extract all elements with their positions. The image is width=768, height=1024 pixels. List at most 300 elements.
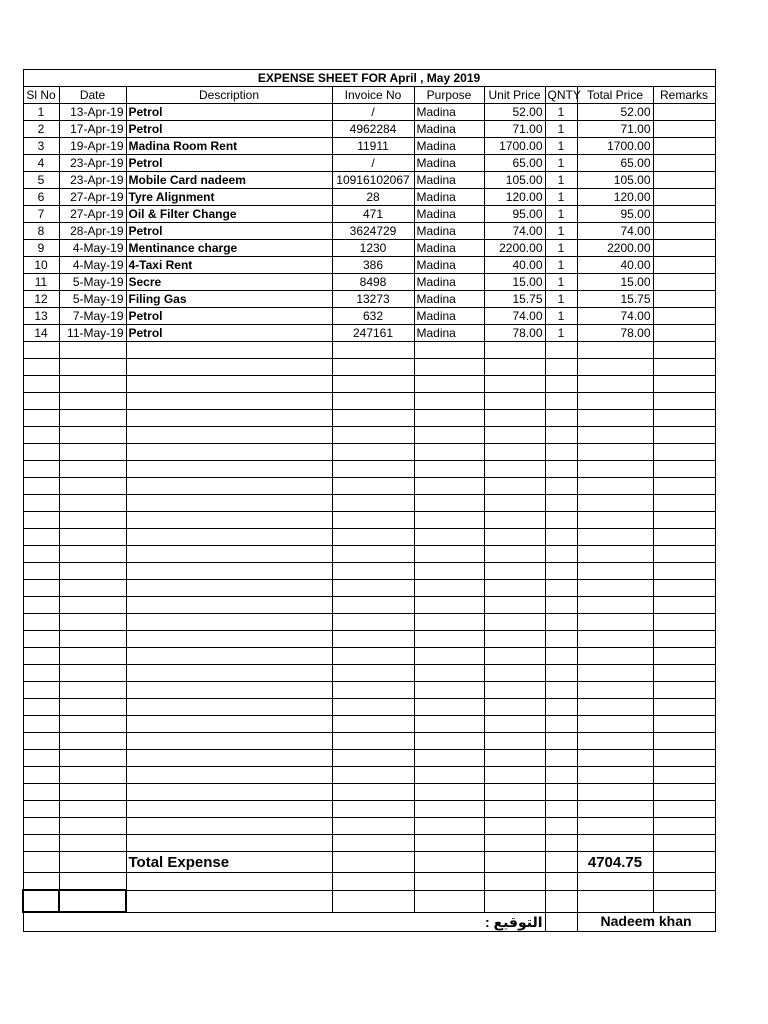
empty-cell[interactable]: [126, 546, 332, 563]
empty-cell[interactable]: [59, 835, 126, 852]
empty-cell[interactable]: [545, 665, 577, 682]
empty-cell[interactable]: [23, 546, 59, 563]
empty-cell[interactable]: [332, 852, 414, 873]
empty-cell[interactable]: [126, 733, 332, 750]
cell-date[interactable]: 27-Apr-19: [59, 189, 126, 206]
cell-date[interactable]: 23-Apr-19: [59, 155, 126, 172]
empty-cell[interactable]: [126, 495, 332, 512]
empty-cell[interactable]: [414, 767, 484, 784]
empty-cell[interactable]: [59, 784, 126, 801]
empty-cell[interactable]: [414, 784, 484, 801]
empty-cell[interactable]: [484, 835, 545, 852]
cell-unit-price[interactable]: 105.00: [484, 172, 545, 189]
cell-unit-price[interactable]: 40.00: [484, 257, 545, 274]
empty-cell[interactable]: [545, 427, 577, 444]
cell-invoice-no[interactable]: 8498: [332, 274, 414, 291]
empty-cell[interactable]: [577, 393, 653, 410]
cell-unit-price[interactable]: 71.00: [484, 121, 545, 138]
empty-cell[interactable]: [126, 563, 332, 580]
empty-cell[interactable]: [59, 631, 126, 648]
empty-cell[interactable]: [653, 359, 715, 376]
empty-cell[interactable]: [332, 767, 414, 784]
empty-cell[interactable]: [414, 359, 484, 376]
cell-sl-no[interactable]: 14: [23, 325, 59, 342]
cell-invoice-no[interactable]: /: [332, 155, 414, 172]
empty-cell[interactable]: [653, 767, 715, 784]
empty-cell[interactable]: [577, 890, 653, 912]
cell-total-price[interactable]: 15.00: [577, 274, 653, 291]
cell-remarks[interactable]: [653, 308, 715, 325]
empty-cell[interactable]: [414, 597, 484, 614]
cell-date[interactable]: 11-May-19: [59, 325, 126, 342]
cell-purpose[interactable]: Madina: [414, 274, 484, 291]
selected-cell[interactable]: [59, 890, 126, 912]
total-expense-value[interactable]: 4704.75: [577, 852, 653, 873]
cell-remarks[interactable]: [653, 206, 715, 223]
empty-cell[interactable]: [545, 733, 577, 750]
empty-cell[interactable]: [577, 699, 653, 716]
empty-cell[interactable]: [414, 495, 484, 512]
empty-cell[interactable]: [653, 444, 715, 461]
cell-sl-no[interactable]: 7: [23, 206, 59, 223]
cell-sl-no[interactable]: 8: [23, 223, 59, 240]
empty-cell[interactable]: [23, 580, 59, 597]
cell-description[interactable]: Petrol: [126, 104, 332, 121]
empty-cell[interactable]: [653, 648, 715, 665]
empty-cell[interactable]: [414, 801, 484, 818]
empty-cell[interactable]: [414, 410, 484, 427]
empty-cell[interactable]: [484, 512, 545, 529]
cell-purpose[interactable]: Madina: [414, 138, 484, 155]
empty-cell[interactable]: [126, 614, 332, 631]
empty-cell[interactable]: [59, 716, 126, 733]
cell-date[interactable]: 13-Apr-19: [59, 104, 126, 121]
empty-cell[interactable]: [59, 818, 126, 835]
empty-cell[interactable]: [545, 912, 577, 932]
empty-cell[interactable]: [545, 750, 577, 767]
cell-description[interactable]: Petrol: [126, 155, 332, 172]
cell-qnty[interactable]: 1: [545, 223, 577, 240]
cell-purpose[interactable]: Madina: [414, 121, 484, 138]
empty-cell[interactable]: [126, 376, 332, 393]
selected-cell[interactable]: [23, 890, 59, 912]
empty-cell[interactable]: [126, 342, 332, 359]
cell-qnty[interactable]: 1: [545, 172, 577, 189]
empty-cell[interactable]: [414, 580, 484, 597]
cell-remarks[interactable]: [653, 172, 715, 189]
empty-cell[interactable]: [577, 376, 653, 393]
cell-sl-no[interactable]: 10: [23, 257, 59, 274]
empty-cell[interactable]: [545, 495, 577, 512]
cell-date[interactable]: 19-Apr-19: [59, 138, 126, 155]
empty-cell[interactable]: [653, 563, 715, 580]
cell-purpose[interactable]: Madina: [414, 206, 484, 223]
cell-sl-no[interactable]: 6: [23, 189, 59, 206]
cell-remarks[interactable]: [653, 121, 715, 138]
empty-cell[interactable]: [577, 818, 653, 835]
empty-cell[interactable]: [653, 801, 715, 818]
empty-cell[interactable]: [414, 699, 484, 716]
empty-cell[interactable]: [126, 873, 332, 891]
empty-cell[interactable]: [126, 890, 332, 912]
empty-cell[interactable]: [545, 342, 577, 359]
cell-total-price[interactable]: 74.00: [577, 223, 653, 240]
empty-cell[interactable]: [59, 495, 126, 512]
cell-remarks[interactable]: [653, 274, 715, 291]
empty-cell[interactable]: [577, 614, 653, 631]
empty-cell[interactable]: [577, 784, 653, 801]
empty-cell[interactable]: [23, 682, 59, 699]
empty-cell[interactable]: [414, 733, 484, 750]
empty-cell[interactable]: [59, 427, 126, 444]
empty-cell[interactable]: [332, 890, 414, 912]
empty-cell[interactable]: [332, 563, 414, 580]
empty-cell[interactable]: [484, 529, 545, 546]
cell-invoice-no[interactable]: 11911: [332, 138, 414, 155]
cell-description[interactable]: Petrol: [126, 308, 332, 325]
cell-purpose[interactable]: Madina: [414, 257, 484, 274]
cell-qnty[interactable]: 1: [545, 291, 577, 308]
empty-cell[interactable]: [577, 631, 653, 648]
cell-purpose[interactable]: Madina: [414, 240, 484, 257]
cell-description[interactable]: Madina Room Rent: [126, 138, 332, 155]
empty-cell[interactable]: [414, 818, 484, 835]
cell-total-price[interactable]: 78.00: [577, 325, 653, 342]
empty-cell[interactable]: [332, 665, 414, 682]
empty-cell[interactable]: [545, 784, 577, 801]
empty-cell[interactable]: [484, 852, 545, 873]
empty-cell[interactable]: [23, 478, 59, 495]
cell-total-price[interactable]: 74.00: [577, 308, 653, 325]
empty-cell[interactable]: [59, 461, 126, 478]
empty-cell[interactable]: [577, 546, 653, 563]
empty-cell[interactable]: [126, 750, 332, 767]
empty-cell[interactable]: [23, 529, 59, 546]
empty-cell[interactable]: [484, 614, 545, 631]
empty-cell[interactable]: [23, 444, 59, 461]
empty-cell[interactable]: [577, 461, 653, 478]
empty-cell[interactable]: [577, 597, 653, 614]
empty-cell[interactable]: [23, 597, 59, 614]
empty-cell[interactable]: [414, 852, 484, 873]
empty-cell[interactable]: [23, 873, 59, 891]
cell-invoice-no[interactable]: 471: [332, 206, 414, 223]
empty-cell[interactable]: [59, 444, 126, 461]
empty-cell[interactable]: [484, 631, 545, 648]
cell-date[interactable]: 17-Apr-19: [59, 121, 126, 138]
empty-cell[interactable]: [332, 580, 414, 597]
empty-cell[interactable]: [484, 444, 545, 461]
empty-cell[interactable]: [332, 444, 414, 461]
empty-cell[interactable]: [126, 512, 332, 529]
empty-cell[interactable]: [484, 393, 545, 410]
empty-cell[interactable]: [545, 614, 577, 631]
empty-cell[interactable]: [484, 699, 545, 716]
empty-cell[interactable]: [23, 376, 59, 393]
empty-cell[interactable]: [484, 478, 545, 495]
empty-cell[interactable]: [545, 767, 577, 784]
cell-qnty[interactable]: 1: [545, 325, 577, 342]
empty-cell[interactable]: [653, 750, 715, 767]
cell-unit-price[interactable]: 65.00: [484, 155, 545, 172]
empty-cell[interactable]: [59, 665, 126, 682]
empty-cell[interactable]: [126, 393, 332, 410]
empty-cell[interactable]: [126, 648, 332, 665]
empty-cell[interactable]: [332, 682, 414, 699]
empty-cell[interactable]: [653, 529, 715, 546]
cell-unit-price[interactable]: 15.00: [484, 274, 545, 291]
cell-purpose[interactable]: Madina: [414, 325, 484, 342]
empty-cell[interactable]: [332, 461, 414, 478]
empty-cell[interactable]: [332, 478, 414, 495]
empty-cell[interactable]: [59, 648, 126, 665]
empty-cell[interactable]: [23, 818, 59, 835]
empty-cell[interactable]: [484, 376, 545, 393]
empty-cell[interactable]: [332, 801, 414, 818]
empty-cell[interactable]: [59, 750, 126, 767]
empty-cell[interactable]: [23, 801, 59, 818]
empty-cell[interactable]: [332, 733, 414, 750]
empty-cell[interactable]: [577, 495, 653, 512]
empty-cell[interactable]: [484, 665, 545, 682]
cell-unit-price[interactable]: 15.75: [484, 291, 545, 308]
empty-cell[interactable]: [484, 495, 545, 512]
cell-qnty[interactable]: 1: [545, 155, 577, 172]
empty-cell[interactable]: [332, 342, 414, 359]
cell-sl-no[interactable]: 1: [23, 104, 59, 121]
empty-cell[interactable]: [332, 784, 414, 801]
cell-qnty[interactable]: 1: [545, 308, 577, 325]
empty-cell[interactable]: [23, 342, 59, 359]
cell-unit-price[interactable]: 52.00: [484, 104, 545, 121]
empty-cell[interactable]: [126, 478, 332, 495]
empty-cell[interactable]: [577, 716, 653, 733]
empty-cell[interactable]: [126, 580, 332, 597]
cell-remarks[interactable]: [653, 240, 715, 257]
empty-cell[interactable]: [126, 427, 332, 444]
empty-cell[interactable]: [126, 835, 332, 852]
empty-cell[interactable]: [59, 478, 126, 495]
cell-qnty[interactable]: 1: [545, 206, 577, 223]
empty-cell[interactable]: [484, 427, 545, 444]
empty-cell[interactable]: [59, 410, 126, 427]
empty-cell[interactable]: [577, 427, 653, 444]
cell-unit-price[interactable]: 120.00: [484, 189, 545, 206]
empty-cell[interactable]: [545, 716, 577, 733]
empty-cell[interactable]: [126, 410, 332, 427]
cell-qnty[interactable]: 1: [545, 138, 577, 155]
empty-cell[interactable]: [577, 801, 653, 818]
cell-description[interactable]: Secre: [126, 274, 332, 291]
empty-cell[interactable]: [59, 359, 126, 376]
empty-cell[interactable]: [59, 767, 126, 784]
empty-cell[interactable]: [126, 461, 332, 478]
empty-cell[interactable]: [414, 376, 484, 393]
empty-cell[interactable]: [59, 682, 126, 699]
empty-cell[interactable]: [577, 750, 653, 767]
empty-cell[interactable]: [484, 682, 545, 699]
empty-cell[interactable]: [577, 648, 653, 665]
empty-cell[interactable]: [545, 890, 577, 912]
empty-cell[interactable]: [653, 890, 715, 912]
cell-remarks[interactable]: [653, 257, 715, 274]
empty-cell[interactable]: [653, 835, 715, 852]
empty-cell[interactable]: [126, 699, 332, 716]
empty-cell[interactable]: [577, 835, 653, 852]
empty-cell[interactable]: [484, 410, 545, 427]
cell-date[interactable]: 28-Apr-19: [59, 223, 126, 240]
empty-cell[interactable]: [23, 410, 59, 427]
empty-cell[interactable]: [59, 699, 126, 716]
empty-cell[interactable]: [332, 546, 414, 563]
empty-cell[interactable]: [484, 580, 545, 597]
cell-qnty[interactable]: 1: [545, 240, 577, 257]
cell-remarks[interactable]: [653, 291, 715, 308]
empty-cell[interactable]: [545, 393, 577, 410]
cell-qnty[interactable]: 1: [545, 104, 577, 121]
empty-cell[interactable]: [414, 342, 484, 359]
empty-cell[interactable]: [332, 835, 414, 852]
signature-label[interactable]: التوقيع :: [23, 912, 545, 932]
empty-cell[interactable]: [332, 818, 414, 835]
empty-cell[interactable]: [414, 716, 484, 733]
cell-remarks[interactable]: [653, 223, 715, 240]
empty-cell[interactable]: [545, 376, 577, 393]
cell-total-price[interactable]: 105.00: [577, 172, 653, 189]
empty-cell[interactable]: [545, 852, 577, 873]
empty-cell[interactable]: [414, 563, 484, 580]
empty-cell[interactable]: [545, 410, 577, 427]
header-total-price[interactable]: Total Price: [577, 87, 653, 104]
empty-cell[interactable]: [23, 699, 59, 716]
empty-cell[interactable]: [577, 478, 653, 495]
empty-cell[interactable]: [545, 512, 577, 529]
cell-date[interactable]: 5-May-19: [59, 291, 126, 308]
cell-description[interactable]: Petrol: [126, 121, 332, 138]
empty-cell[interactable]: [577, 359, 653, 376]
cell-description[interactable]: Mobile Card nadeem: [126, 172, 332, 189]
empty-cell[interactable]: [577, 665, 653, 682]
cell-qnty[interactable]: 1: [545, 189, 577, 206]
empty-cell[interactable]: [653, 495, 715, 512]
header-sl-no[interactable]: Sl No: [23, 87, 59, 104]
cell-date[interactable]: 7-May-19: [59, 308, 126, 325]
empty-cell[interactable]: [332, 495, 414, 512]
empty-cell[interactable]: [653, 784, 715, 801]
empty-cell[interactable]: [126, 801, 332, 818]
empty-cell[interactable]: [545, 648, 577, 665]
cell-description[interactable]: Tyre Alignment: [126, 189, 332, 206]
empty-cell[interactable]: [332, 376, 414, 393]
sheet-title[interactable]: EXPENSE SHEET FOR April , May 2019: [23, 70, 715, 87]
empty-cell[interactable]: [545, 818, 577, 835]
empty-cell[interactable]: [23, 614, 59, 631]
empty-cell[interactable]: [545, 359, 577, 376]
empty-cell[interactable]: [545, 444, 577, 461]
empty-cell[interactable]: [59, 801, 126, 818]
cell-date[interactable]: 27-Apr-19: [59, 206, 126, 223]
cell-total-price[interactable]: 15.75: [577, 291, 653, 308]
empty-cell[interactable]: [332, 750, 414, 767]
empty-cell[interactable]: [59, 597, 126, 614]
empty-cell[interactable]: [23, 393, 59, 410]
empty-cell[interactable]: [577, 873, 653, 891]
cell-invoice-no[interactable]: 386: [332, 257, 414, 274]
cell-sl-no[interactable]: 3: [23, 138, 59, 155]
cell-sl-no[interactable]: 4: [23, 155, 59, 172]
empty-cell[interactable]: [653, 665, 715, 682]
empty-cell[interactable]: [126, 682, 332, 699]
empty-cell[interactable]: [414, 873, 484, 891]
empty-cell[interactable]: [653, 716, 715, 733]
empty-cell[interactable]: [653, 512, 715, 529]
empty-cell[interactable]: [414, 461, 484, 478]
empty-cell[interactable]: [414, 444, 484, 461]
empty-cell[interactable]: [23, 716, 59, 733]
empty-cell[interactable]: [414, 750, 484, 767]
empty-cell[interactable]: [484, 716, 545, 733]
empty-cell[interactable]: [332, 614, 414, 631]
cell-invoice-no[interactable]: 1230: [332, 240, 414, 257]
empty-cell[interactable]: [545, 580, 577, 597]
cell-unit-price[interactable]: 74.00: [484, 223, 545, 240]
empty-cell[interactable]: [577, 512, 653, 529]
empty-cell[interactable]: [414, 614, 484, 631]
cell-total-price[interactable]: 40.00: [577, 257, 653, 274]
empty-cell[interactable]: [653, 818, 715, 835]
total-expense-label[interactable]: Total Expense: [126, 852, 332, 873]
empty-cell[interactable]: [23, 631, 59, 648]
empty-cell[interactable]: [545, 563, 577, 580]
cell-invoice-no[interactable]: /: [332, 104, 414, 121]
empty-cell[interactable]: [577, 682, 653, 699]
empty-cell[interactable]: [332, 631, 414, 648]
cell-date[interactable]: 5-May-19: [59, 274, 126, 291]
cell-invoice-no[interactable]: 4962284: [332, 121, 414, 138]
empty-cell[interactable]: [545, 699, 577, 716]
cell-purpose[interactable]: Madina: [414, 104, 484, 121]
empty-cell[interactable]: [332, 873, 414, 891]
cell-remarks[interactable]: [653, 104, 715, 121]
cell-total-price[interactable]: 52.00: [577, 104, 653, 121]
empty-cell[interactable]: [484, 461, 545, 478]
empty-cell[interactable]: [653, 410, 715, 427]
empty-cell[interactable]: [414, 890, 484, 912]
empty-cell[interactable]: [653, 546, 715, 563]
empty-cell[interactable]: [653, 461, 715, 478]
empty-cell[interactable]: [59, 512, 126, 529]
empty-cell[interactable]: [577, 767, 653, 784]
empty-cell[interactable]: [545, 873, 577, 891]
empty-cell[interactable]: [545, 835, 577, 852]
cell-remarks[interactable]: [653, 138, 715, 155]
empty-cell[interactable]: [653, 852, 715, 873]
empty-cell[interactable]: [414, 427, 484, 444]
cell-qnty[interactable]: 1: [545, 121, 577, 138]
cell-description[interactable]: Petrol: [126, 223, 332, 240]
empty-cell[interactable]: [126, 767, 332, 784]
cell-sl-no[interactable]: 2: [23, 121, 59, 138]
empty-cell[interactable]: [577, 410, 653, 427]
cell-purpose[interactable]: Madina: [414, 308, 484, 325]
empty-cell[interactable]: [545, 801, 577, 818]
empty-cell[interactable]: [59, 342, 126, 359]
empty-cell[interactable]: [332, 512, 414, 529]
empty-cell[interactable]: [126, 784, 332, 801]
cell-purpose[interactable]: Madina: [414, 189, 484, 206]
empty-cell[interactable]: [653, 597, 715, 614]
empty-cell[interactable]: [59, 563, 126, 580]
